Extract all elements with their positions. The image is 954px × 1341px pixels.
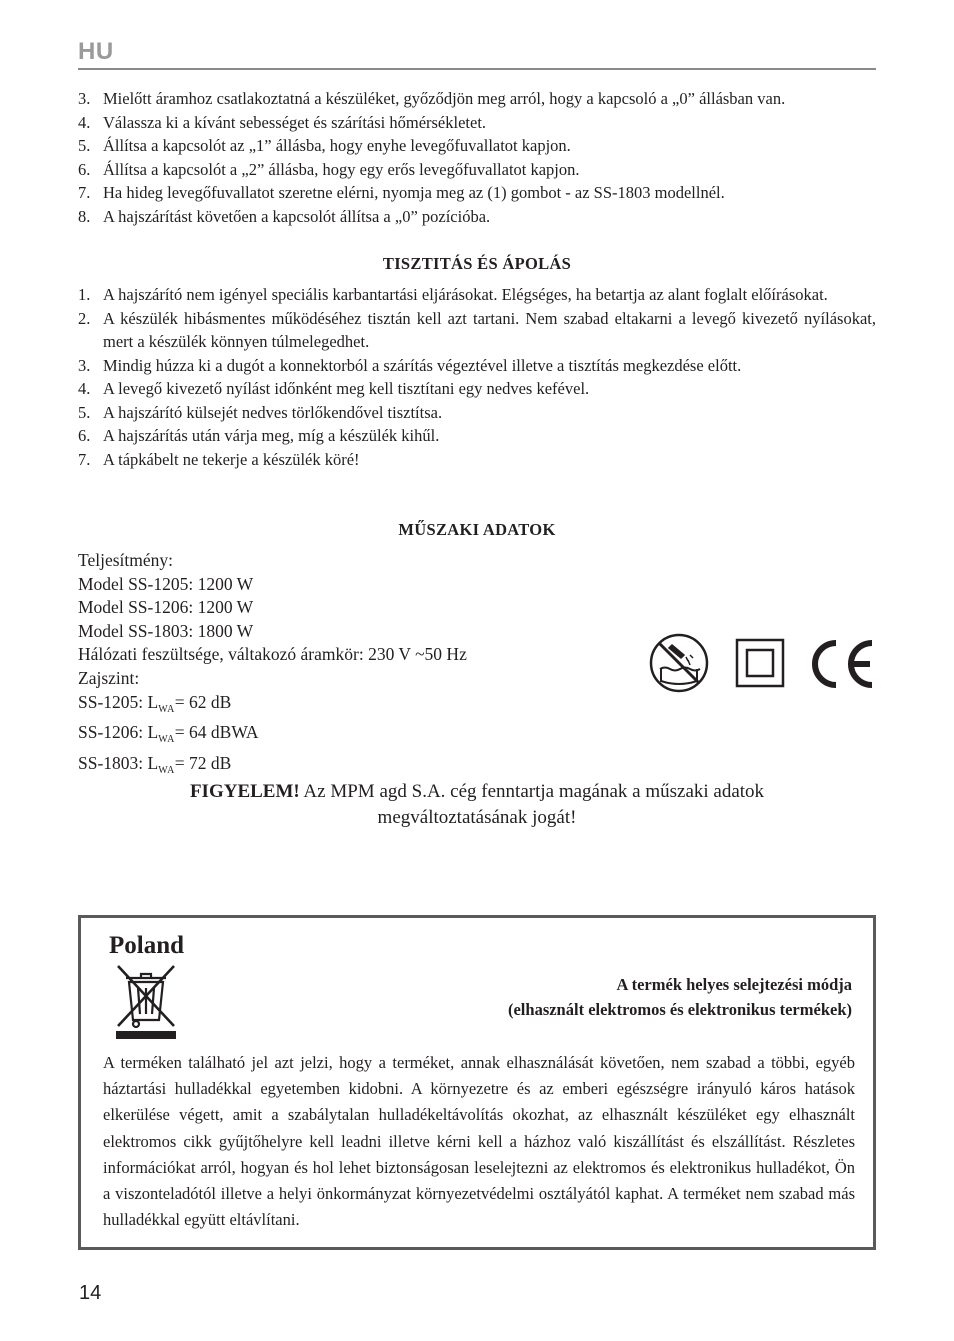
item-text: Mindig húzza ki a dugót a konnektorból a szárítás végeztével illetve a tisztítás megkezdése előtt. [103,355,742,375]
item-number: 3. [78,89,91,108]
notice-text-2: megváltoztatásának jogát! [377,807,577,828]
specs-heading: MŰSZAKI ADATOK [398,520,556,539]
double-insulation-icon [737,640,783,686]
item-number: 5. [78,402,91,422]
item-number: 6. [78,159,91,179]
noise-label: Zajszint: [78,667,140,688]
list-item [78,134,876,158]
language-header [78,38,876,70]
specs-block [78,549,467,782]
notice-text: Az MPM agd S.A. cég fenntartja magának a műszaki adatok [299,781,765,802]
power-spec: Model SS-1206: 1200 W [78,597,254,618]
item-text: Állítsa a kapcsolót az „1” állásba, hogy enyhe levegőfuvallatot kapjon. [103,136,571,155]
item-text: A készülék hibásmentes működéséhez tisztán kell azt tartani. Nem szabad eltakarni a levegő kivezető nyílásokat, mert a készülék könnyen túlmelegedhet. [103,308,876,351]
power-label: Teljesítmény: [78,550,174,570]
item-text: Mielőtt áramhoz csatlakoztatná a készüléket, győződjön meg arról, hogy a kapcsoló a „0” állásban van. [103,89,786,108]
country-label: Poland [109,932,185,959]
notice-label: FIGYELEM! [189,781,300,802]
item-number: 3. [78,355,91,375]
list-item [78,205,876,229]
no-water-icon [651,635,707,691]
item-number: 7. [78,449,91,469]
list-item [78,448,876,472]
cleaning-list [78,283,876,471]
item-text: Állítsa a kapcsolót a „2” állásba, hogy egy erős levegőfuvallatot kapjon. [103,159,580,179]
item-number: 7. [78,183,91,202]
item-number: 6. [78,426,91,445]
item-text: A levegő kivezető nyílást időnként meg kell tisztítani egy nedves kefével. [103,379,590,398]
noise-spec: SS-1206: $L_{WA}= 64$ dBWA [78,722,259,746]
power-spec: Model SS-1803: 1800 W [78,620,254,641]
list-item [78,181,876,205]
item-text: A hajszárító nem igényel speciális karbantartási eljárásokat. Elégséges, ha betartja az alant foglalt előírásokat. [103,285,828,304]
item-number: 4. [78,112,91,132]
item-text: A tápkábelt ne tekerje a készülék köré! [103,449,360,469]
item-number: 5. [78,136,91,155]
page-number: 14 [79,1282,102,1304]
list-item [78,111,876,135]
usage-steps-list [78,87,876,228]
list-item [78,354,876,378]
item-number: 2. [78,308,91,328]
noise-spec: SS-1205: $L_{WA}= 62$ dB [78,691,232,715]
notice [78,779,876,831]
list-item [78,87,876,111]
voltage-spec: Hálózati feszültsége, váltakozó áramkör: 230 V ~50 Hz [78,644,467,665]
item-text: A hajszárítás után várja meg, míg a készülék kihűl. [103,426,440,445]
noise-spec: SS-1803: $L_{WA}= 72$ dB [78,752,232,776]
ce-mark-icon [815,643,872,685]
certification-symbols [648,633,876,693]
crossed-bin-icon [114,962,178,1040]
item-text: Válassza ki a kívánt sebességet és szárítási hőmérsékletet. [103,112,487,132]
list-item [78,377,876,401]
list-item [78,424,876,448]
item-number: 1. [78,285,91,304]
list-item [78,401,876,425]
list-item [78,158,876,182]
language-code: HU [78,38,114,65]
power-spec: Model SS-1205: 1200 W [78,573,254,594]
item-text: A hajszárítást követően a kapcsolót állítsa a „0” pozícióba. [103,206,491,226]
list-item [78,307,876,354]
list-item [78,283,876,307]
cleaning-heading: TISZTITÁS ÉS ÁPOLÁS [382,254,572,273]
item-text: Ha hideg levegőfuvallatot szeretne elérni, nyomja meg az (1) gombot - az SS-1803 modellnél. [103,183,725,202]
item-number: 8. [78,206,91,226]
weee-title: A termék helyes selejtezési módja (elhasznált elektromos és elektronikus termékek) [507,975,852,1019]
weee-text: A terméken található jel azt jelzi, hogy a terméket, annak elhasználását követően, nem szabad a többi, egyéb háztartási hulladékkal egyetemben kidobni. A környezetre és az emberi egészségre irányuló káros hatások elkerülése végett, amit a szabálytalan hulladékeltávolítás okozhat, az elhasznált készüléket egy elhasznált elektromos cikk gyűjtőhelyre kell leadni illetve kérni kell a házhoz való kiszállítást és elszállítást. Részletes információkat arról, hogyan és hol lehet biztonságosan leselejtezni az elektromos és elektronikus hulladékot, Ön a viszonteladótól illetve a helyi önkormányzat környezetvédelmi osztályától kaphat. A terméket nem szabad más hulladékkal együtt eltávlítani. [103,1053,855,1230]
item-text: A hajszárító külsejét nedves törlőkendővel tisztítsa. [103,402,443,422]
item-number: 4. [78,379,91,398]
weee-box [78,915,876,1250]
